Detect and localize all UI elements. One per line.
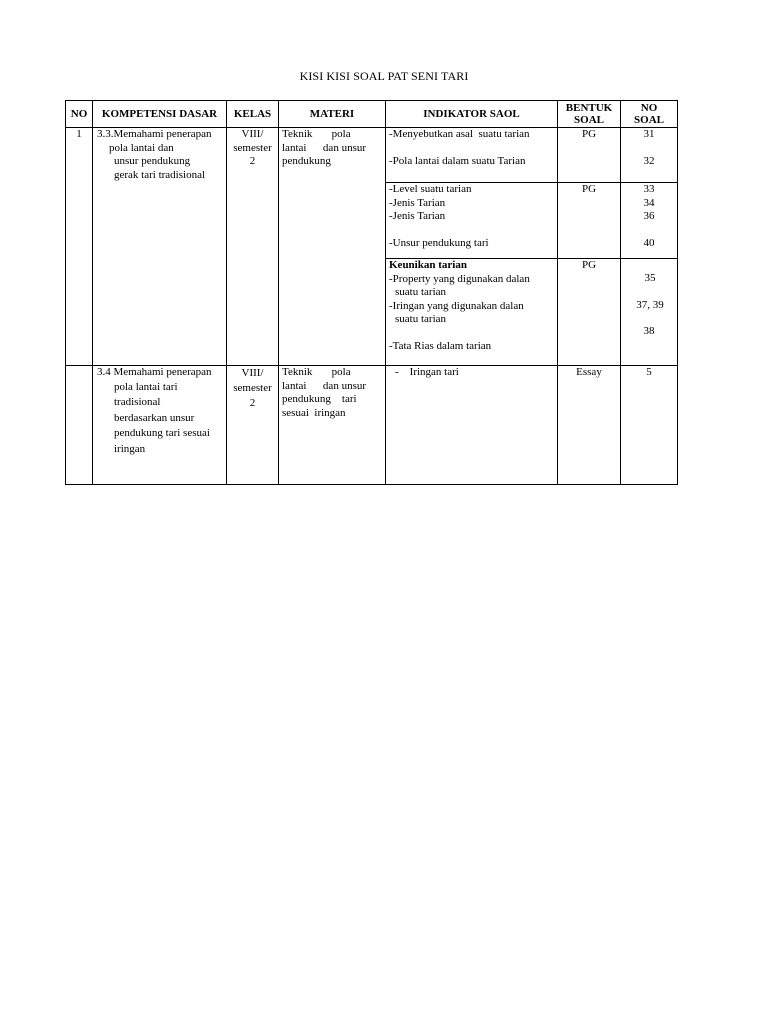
- header-no: NO: [66, 101, 93, 128]
- indikator-line: -Menyebutkan asal suatu tarian: [389, 128, 530, 140]
- row2-kd-line: tradisional: [114, 396, 161, 408]
- indikator-line: -Iringan yang digunakan dalan: [389, 299, 524, 312]
- indikator-line: -Jenis Tarian: [389, 210, 446, 222]
- soal-number: 35: [644, 272, 656, 284]
- row2-kd-line: pendukung tari sesuai: [114, 427, 210, 439]
- header-nosoal-line2: SOAL: [634, 114, 664, 126]
- indikator-line: -Property yang digunakan dalan: [389, 272, 530, 285]
- header-nosoal-line1: NO: [640, 102, 658, 114]
- row1-g1-indikator: [386, 128, 558, 183]
- spacer: [389, 142, 554, 155]
- soal-number: 40: [643, 236, 655, 249]
- row2-kd-line: iringan: [114, 442, 146, 455]
- soal-number: 38: [643, 325, 655, 337]
- row2-materi-line: lantai dan unsur: [282, 379, 367, 392]
- row2-indikator: [386, 366, 558, 485]
- header-bentuk-line1: BENTUK: [565, 102, 613, 114]
- document-title: KISI KISI SOAL PAT SENI TARI: [299, 69, 469, 83]
- row2-kompetensi-dasar: [93, 366, 227, 485]
- row1-materi: [279, 128, 386, 366]
- row1-g3-bentuk: PG: [558, 259, 621, 366]
- row1-g1-soal: [621, 128, 678, 183]
- indikator-line: -Level suatu tarian: [389, 183, 472, 195]
- row1-g2-bentuk: PG: [558, 183, 621, 259]
- indikator-line: - Iringan tari: [395, 366, 459, 378]
- table-row: [66, 366, 678, 485]
- row1-g2-indikator: [386, 183, 558, 259]
- soal-number: 32: [643, 154, 655, 167]
- row2-bentuk: Essay: [558, 366, 621, 485]
- indikator-line: -Pola lantai dalam suatu Tarian: [389, 154, 526, 167]
- row1-kelas-line: semester: [233, 141, 272, 154]
- table-row: [66, 128, 678, 183]
- soal-number: 33: [643, 183, 655, 195]
- row1-kelas-line: VIII/: [241, 128, 264, 140]
- row1-no: 1: [66, 128, 93, 366]
- row1-kd-line: gerak tari tradisional: [114, 168, 206, 181]
- header-bentuk-line2: SOAL: [574, 114, 604, 126]
- row1-materi-line: Teknik pola: [282, 128, 351, 140]
- row2-kd-line: pola lantai tari: [114, 380, 178, 393]
- indikator-line: -Jenis Tarian: [389, 196, 446, 209]
- soal-number: 37, 39: [636, 298, 664, 311]
- soal-number: 31: [643, 128, 655, 140]
- indikator-line: -Unsur pendukung tari: [389, 236, 489, 249]
- row2-soal: 5: [621, 366, 678, 485]
- indikator-line: suatu tarian: [395, 313, 447, 325]
- row1-kelas-line: 2: [249, 155, 256, 167]
- row2-materi-line: Teknik pola: [282, 366, 351, 378]
- spacer: [389, 224, 554, 237]
- row1-kompetensi-dasar: [93, 128, 227, 366]
- row1-kd-line: pola lantai dan: [109, 141, 174, 154]
- indikator-line: suatu tarian: [395, 286, 447, 298]
- row1-kelas: [227, 128, 279, 366]
- spacer: [389, 327, 554, 340]
- soal-number: 36: [643, 210, 655, 222]
- soal-number: 34: [643, 196, 655, 209]
- row1-g3-indikator: [386, 259, 558, 366]
- header-kelas: KELAS: [227, 101, 279, 128]
- row1-materi-line: lantai dan unsur: [282, 141, 367, 154]
- row2-kelas-line: semester: [233, 382, 272, 394]
- row2-materi-line: pendukung tari: [282, 393, 357, 405]
- row2-kd-line: 3.4 Memahami penerapan: [97, 366, 212, 378]
- spacer: [621, 142, 677, 155]
- indikator-line: -Tata Rias dalam tarian: [389, 339, 492, 352]
- kisi-kisi-table: [65, 100, 678, 485]
- spacer: [621, 259, 677, 272]
- row2-materi: [279, 366, 386, 485]
- spacer: [621, 224, 677, 237]
- row1-g2-soal: [621, 183, 678, 259]
- row2-no: [66, 366, 93, 485]
- row1-materi-line: pendukung: [282, 155, 331, 167]
- spacer: [621, 286, 677, 299]
- row1-kd-line: unsur pendukung: [114, 155, 191, 167]
- header-indikator: INDIKATOR SAOL: [386, 101, 558, 128]
- row2-kelas: [227, 366, 279, 485]
- header-bentuk-soal: [558, 101, 621, 128]
- header-materi: MATERI: [279, 101, 386, 128]
- row1-g3-soal: [621, 259, 678, 366]
- header-kompetensi-dasar: KOMPETENSI DASAR: [93, 101, 227, 128]
- row1-kd-line: 3.3.Memahami penerapan: [97, 128, 212, 140]
- row2-materi-line: sesuai iringan: [282, 406, 346, 419]
- row2-kelas-line: VIII/: [241, 367, 264, 379]
- indikator-heading: Keunikan tarian: [389, 259, 467, 271]
- spacer: [621, 312, 677, 325]
- header-no-soal: [621, 101, 678, 128]
- row1-g1-bentuk: PG: [558, 128, 621, 183]
- row2-kd-line: berdasarkan unsur: [114, 411, 195, 424]
- row2-kelas-line: 2: [249, 397, 256, 409]
- header-row: [66, 101, 678, 128]
